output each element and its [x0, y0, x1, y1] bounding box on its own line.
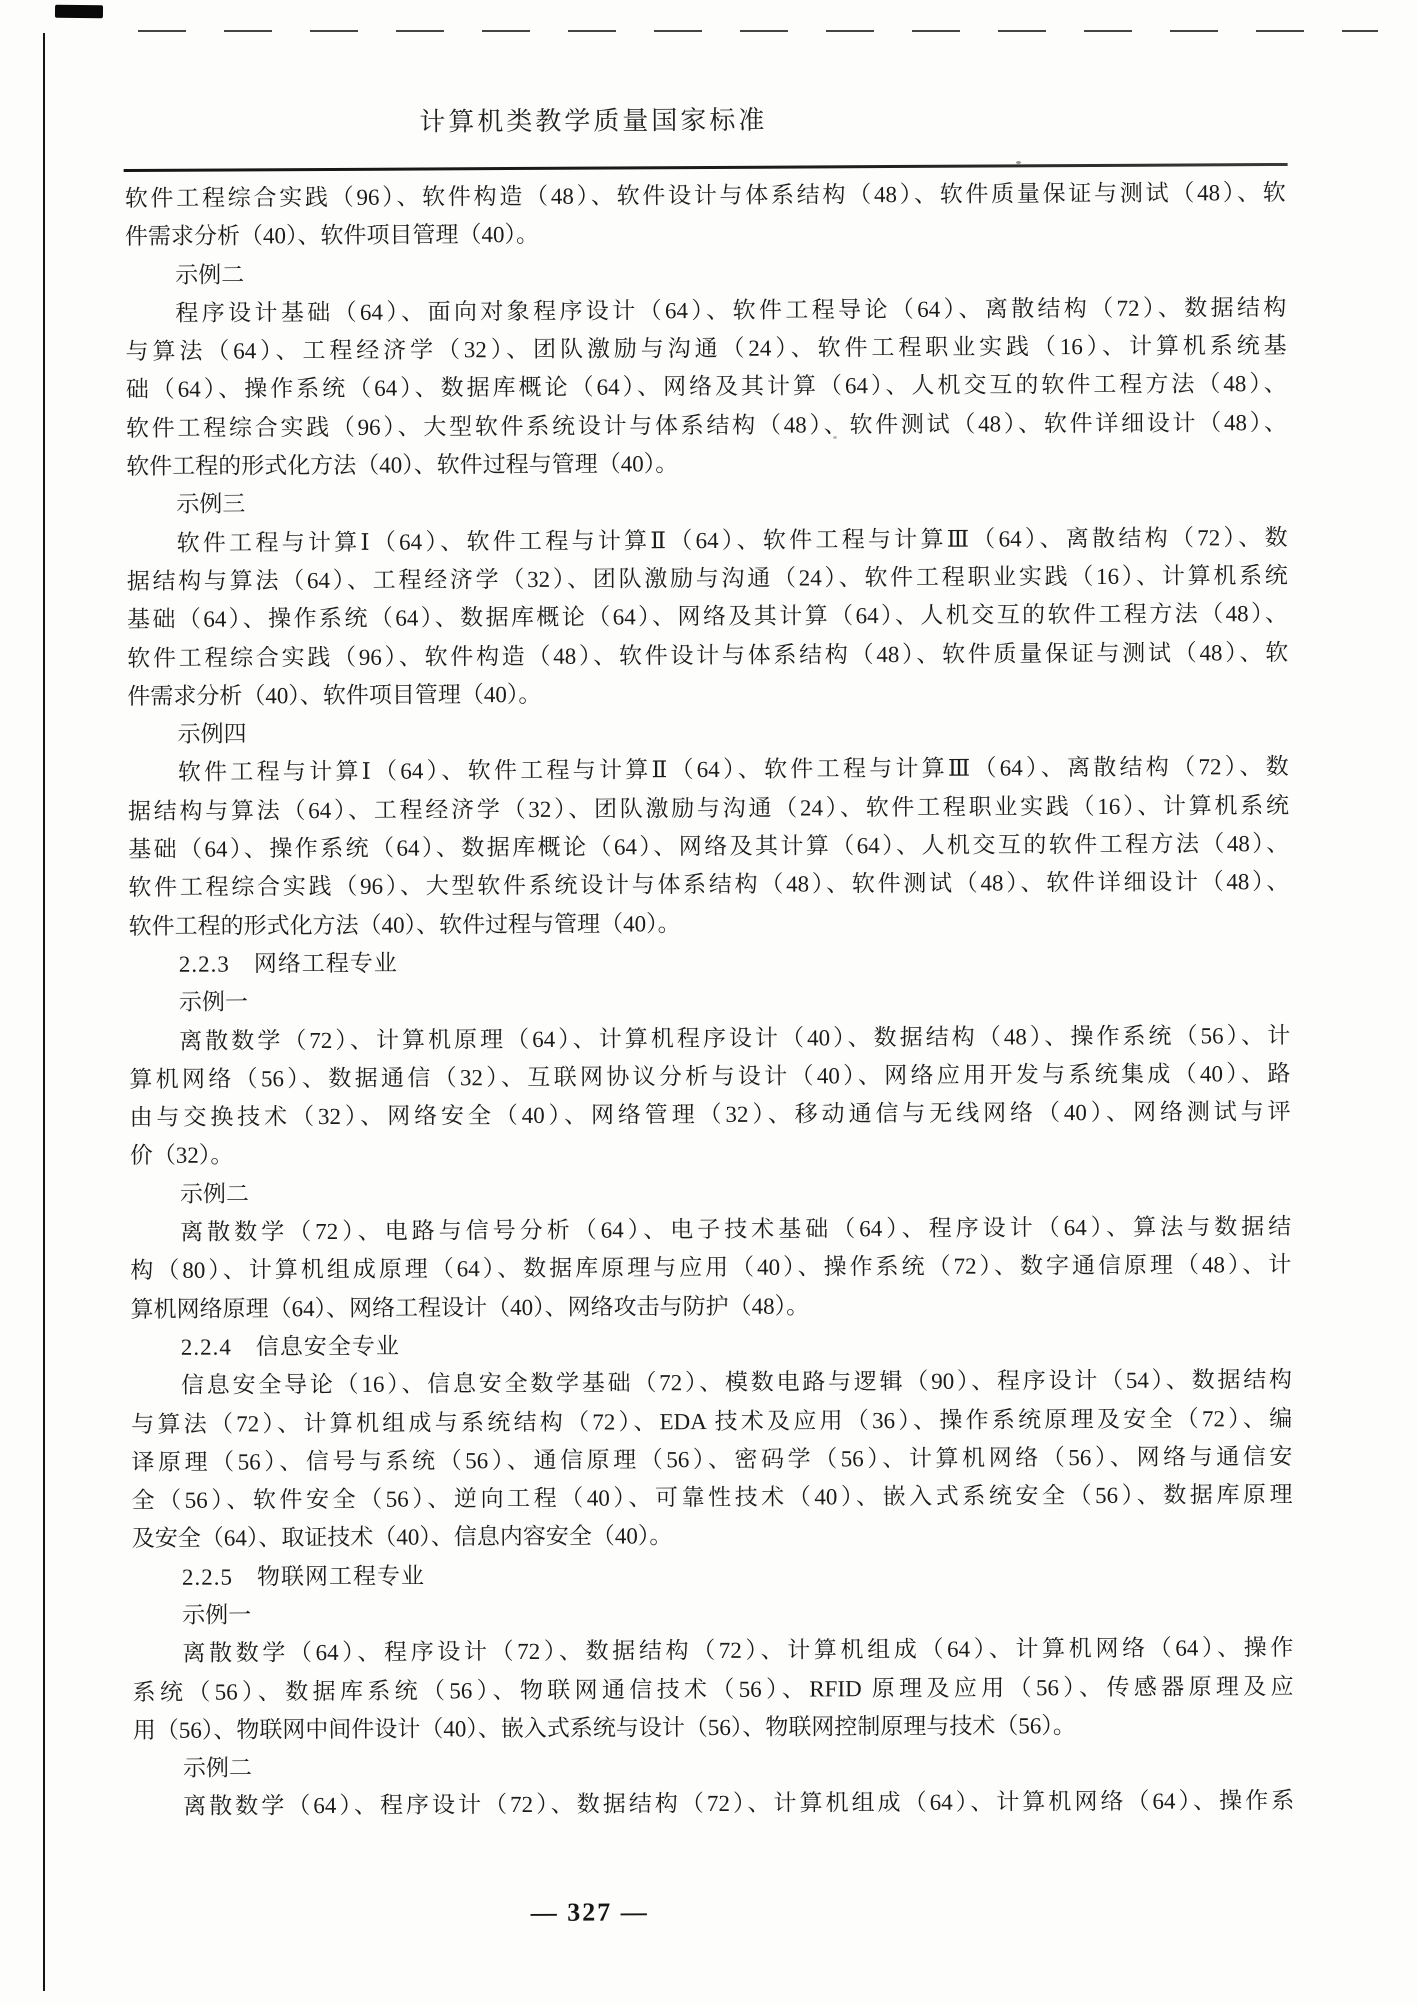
text-line: 基础（64）、操作系统（64）、数据库概论（64）、网络及其计算（64）、人机交互的软件工程方法（48）、: [126, 601, 1289, 633]
text-line: 础（64）、操作系统（64）、数据库概论（64）、网络及其计算（64）、人机交互的软件工程方法（48）、: [125, 371, 1287, 403]
text-line: 全（56）、软件安全（56）、逆向工程（40）、可靠性技术（40）、嵌入式系统安全（56）、数据库原理: [131, 1482, 1293, 1514]
text-line: 及安全（64）、取证技术（40）、信息内容安全（40）。: [131, 1523, 673, 1552]
text-line: 件需求分析（40）、软件项目管理（40）。: [124, 222, 540, 250]
text-line: 离散数学（64）、程序设计（72）、数据结构（72）、计算机组成（64）、计算机网络（64）、操作: [182, 1635, 1294, 1667]
text-line: 算机网络（56）、数据通信（32）、互联网协议分析与设计（40）、网络应用开发与系统集成（40）、路: [129, 1060, 1291, 1092]
text-line: 据结构与算法（64）、工程经济学（32）、团队激励与沟通（24）、软件工程职业实践（16）、计算机系统: [126, 562, 1288, 595]
text-line: 软件工程综合实践（96）、大型软件系统设计与体系结构（48）、软件测试（48）、软件详细设计（48）、: [125, 409, 1288, 441]
text-line: 与算法（64）、工程经济学（32）、团队激励与沟通（24）、软件工程职业实践（16）、计算机系统基: [125, 333, 1287, 365]
example-label: 示例四: [177, 721, 247, 747]
example-label: 示例一: [178, 989, 249, 1016]
body-text: [125, 174, 1295, 1827]
text-line: 离散数学（72）、计算机原理（64）、计算机程序设计（40）、数据结构（48）、操作系统（56）、计: [179, 1022, 1291, 1054]
text-line: 件需求分析（40）、软件项目管理（40）。: [127, 681, 542, 709]
section-heading: 2.2.5 物联网工程专业: [181, 1563, 426, 1590]
text-line: 离散数学（72）、电路与信号分析（64）、电子技术基础（64）、程序设计（64）、算法与数据结: [180, 1213, 1292, 1245]
text-line: 软件工程的形式化方法（40）、软件过程与管理（40）。: [126, 451, 679, 480]
section-heading: 2.2.4 信息安全专业: [180, 1333, 400, 1360]
page-header-title: 计算机类教学质量国家标准: [419, 105, 768, 137]
text-line: 算机网络原理（64）、网络工程设计（40）、网络攻击与防护（48）。: [130, 1293, 810, 1322]
example-label: 示例三: [176, 491, 246, 518]
text-line: 信息安全导论（16）、信息安全数学基础（72）、模数电路与逻辑（90）、程序设计（54）、数据结构: [180, 1367, 1293, 1398]
example-label: 示例二: [179, 1181, 250, 1207]
text-line: 据结构与算法（64）、工程经济学（32）、团队激励与沟通（24）、软件工程职业实践（16）、计算机系统: [127, 792, 1290, 824]
text-line: 系统（56）、数据库系统（56）、物联网通信技术（56）、RFID 原理及应用（56）、传感器原理及应: [132, 1673, 1294, 1705]
text-line: 构（80）、计算机组成原理（64）、数据库原理与应用（40）、操作系统（72）、数字通信原理（48）、计: [130, 1252, 1292, 1284]
text-line: 离散数学（64）、程序设计（72）、数据结构（72）、计算机组成（64）、计算机网络（64）、操作系: [183, 1788, 1295, 1820]
text-line: 基础（64）、操作系统（64）、数据库概论（64）、网络及其计算（64）、人机交互的软件工程方法（48）、: [128, 831, 1290, 863]
text-line: 软件工程综合实践（96）、软件构造（48）、软件设计与体系结构（48）、软件质量保证与测试（48）、软: [127, 639, 1289, 671]
header-rule: [124, 163, 1288, 172]
example-label: 示例一: [182, 1602, 252, 1628]
section-heading: 2.2.3 网络工程专业: [178, 950, 398, 977]
text-line: 软件工程综合实践（96）、大型软件系统设计与体系结构（48）、软件测试（48）、软件详细设计（48）、: [128, 869, 1290, 901]
text-line: 价（32）。: [129, 1142, 234, 1169]
text-line: 与算法（72）、计算机组成与系统结构（72）、EDA 技术及应用（36）、操作系统原理及安全（72）、编: [131, 1405, 1293, 1437]
text-line: 用（56）、物联网中间件设计（40）、嵌入式系统与设计（56）、物联网控制原理与技术（56）。: [132, 1712, 1076, 1743]
text-line: 由与交换技术（32）、网络安全（40）、网络管理（32）、移动通信与无线网络（40）、网络测试与评: [129, 1099, 1291, 1131]
text-line: 软件工程与计算Ⅰ（64）、软件工程与计算Ⅱ（64）、软件工程与计算Ⅲ（64）、离散结构（72）、数: [177, 754, 1289, 786]
text-line: 软件工程与计算Ⅰ（64）、软件工程与计算Ⅱ（64）、软件工程与计算Ⅲ（64）、离散结构（72）、数: [176, 524, 1288, 556]
text-line: 译原理（56）、信号与系统（56）、通信原理（56）、密码学（56）、计算机网络（56）、网络与通信安: [131, 1443, 1293, 1475]
text-line: 软件工程的形式化方法（40）、软件过程与管理（40）。: [128, 910, 681, 939]
example-label: 示例二: [182, 1755, 253, 1781]
page-number: — 327 —: [530, 1897, 649, 1927]
text-line: 程序设计基础（64）、面向对象程序设计（64）、软件工程导论（64）、离散结构（72）、数据结构: [175, 294, 1287, 326]
example-label: 示例二: [175, 262, 245, 288]
text-line: 软件工程综合实践（96）、软件构造（48）、软件设计与体系结构（48）、软件质量保证与测试（48）、软: [124, 179, 1286, 212]
